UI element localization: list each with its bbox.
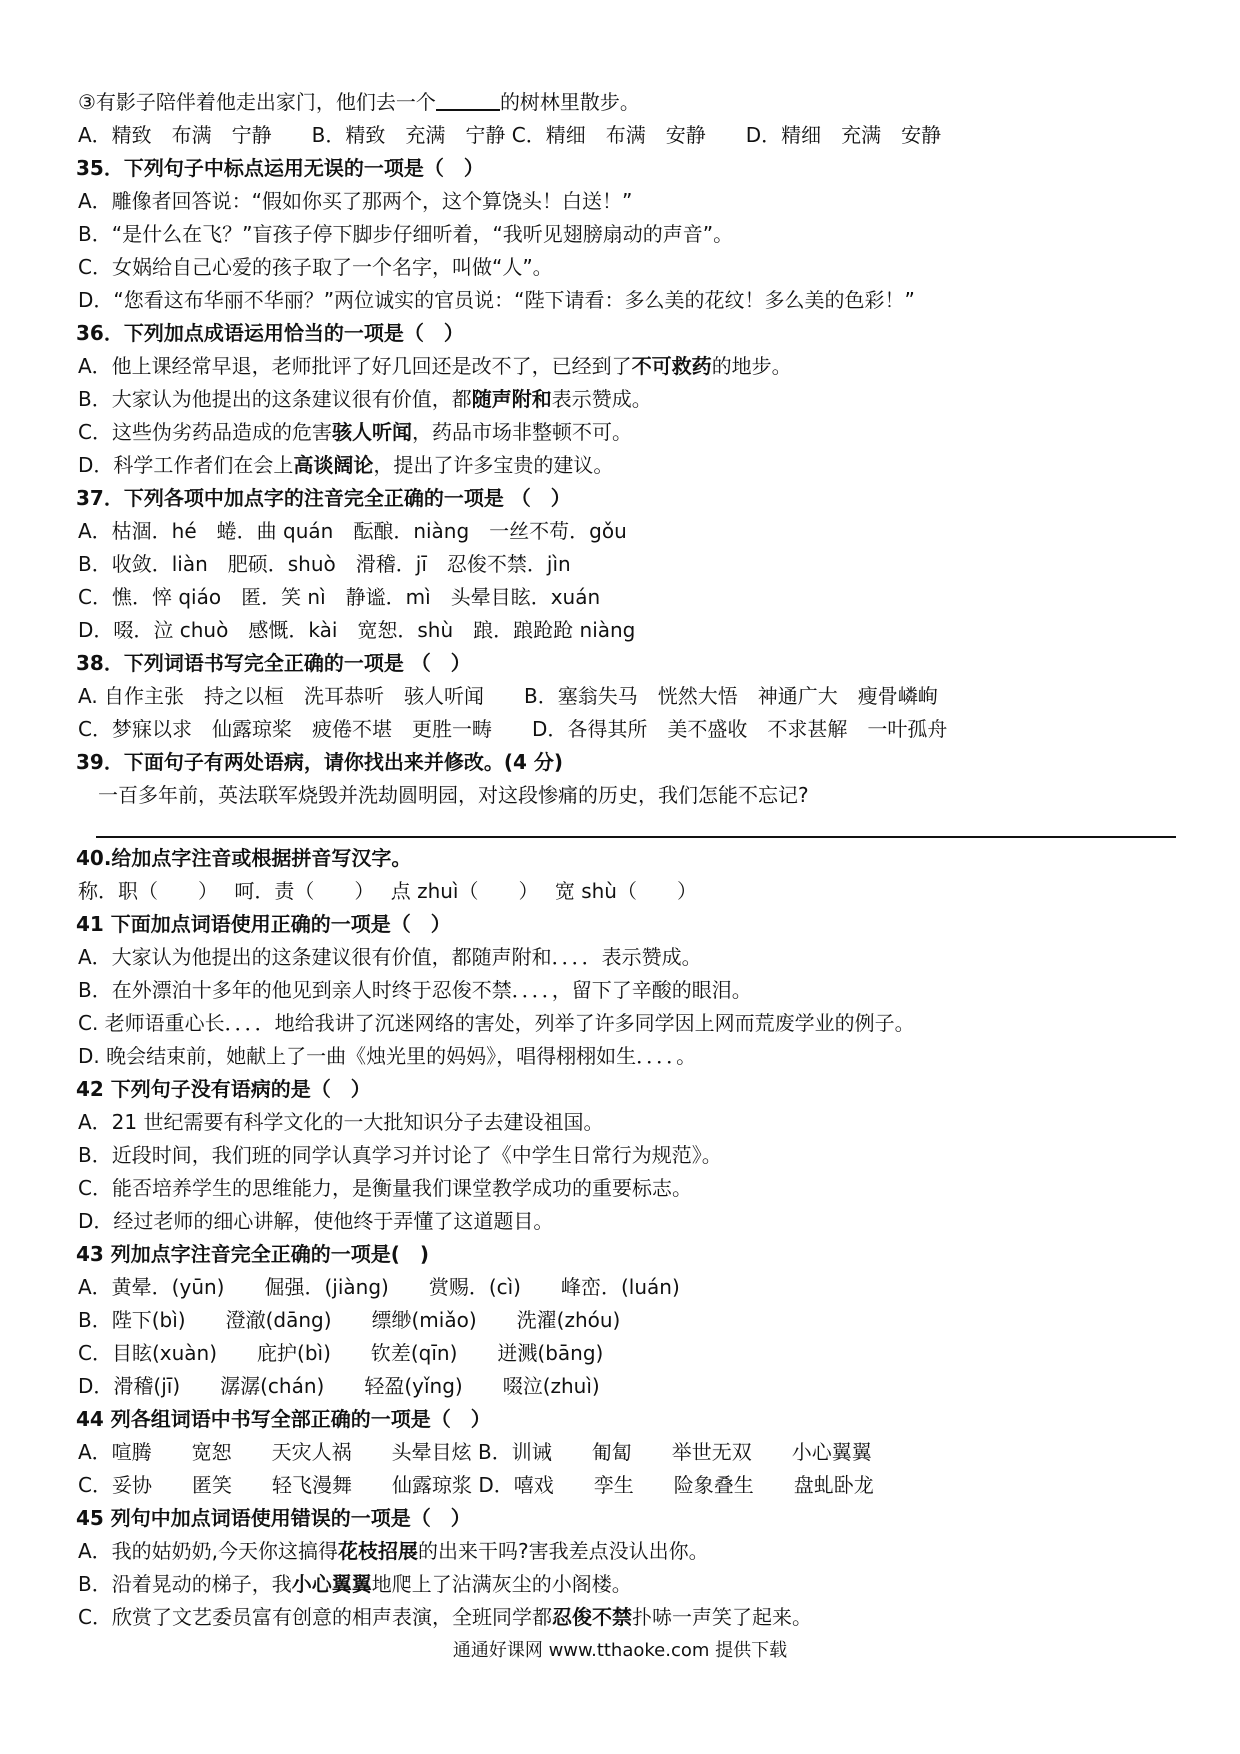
line-text: A．21 世纪需要有科学文化的一大批知识分子去建设祖国。 bbox=[78, 1110, 604, 1134]
question-heading bbox=[76, 842, 1176, 875]
line-text: C．能否培养学生的思维能力，是衡量我们课堂教学成功的重要标志。 bbox=[78, 1176, 692, 1200]
text-line bbox=[76, 581, 1176, 614]
line-text: 39．下面句子有两处语病，请你找出来并修改。(4 分) bbox=[76, 750, 563, 774]
fill-blank bbox=[436, 89, 500, 111]
line-text: C．这些伪劣药品造成的危害 bbox=[78, 420, 332, 444]
emphasized-idiom: 花枝招展 bbox=[338, 1539, 419, 1563]
text-line bbox=[76, 350, 1176, 383]
line-text: A．我的姑奶奶,今天你这搞得 bbox=[78, 1539, 339, 1563]
text-line bbox=[76, 680, 1176, 713]
text-line bbox=[76, 1535, 1176, 1568]
line-text: 41 下面加点词语使用正确的一项是（ ） bbox=[76, 912, 451, 936]
line-text-after: ，药品市场非整顿不可。 bbox=[411, 420, 632, 444]
line-text: 称．职（ ） 呵．责（ ） 点 zhuì（ ） 宽 shù（ ） bbox=[78, 879, 697, 903]
line-text: C．憔．悴 qiáo 匿．笑 nì 静谧．mì 头晕目眩．xuán bbox=[78, 585, 601, 609]
line-text: C．妥协 匿笑 轻飞漫舞 仙露琼浆 D．嘻戏 孪生 险象叠生 盘虬卧龙 bbox=[78, 1473, 874, 1497]
text-line bbox=[76, 185, 1176, 218]
line-text: D．科学工作者们在会上 bbox=[78, 453, 294, 477]
text-line bbox=[76, 1370, 1176, 1403]
line-text: A．他上课经常早退，老师批评了好几回还是改不了，已经到了 bbox=[78, 354, 632, 378]
text-line bbox=[76, 614, 1176, 647]
line-text: D．经过老师的细心讲解，使他终于弄懂了这道题目。 bbox=[78, 1209, 554, 1233]
line-text: A．雕像者回答说：“假如你买了那两个，这个算饶头！白送！” bbox=[78, 189, 633, 213]
line-text: C．女娲给自己心爱的孩子取了一个名字，叫做“人”。 bbox=[78, 255, 553, 279]
line-text: A．黄晕．(yūn) 倔强．(jiàng) 赏赐．(cì) 峰峦．(luán) bbox=[78, 1275, 680, 1299]
line-text: D．“您看这布华丽不华丽？”两位诚实的官员说：“陛下请看：多么美的花纹！多么美的色彩！” bbox=[78, 288, 915, 312]
text-line bbox=[76, 779, 1176, 812]
text-line bbox=[76, 1469, 1176, 1502]
line-text: 44 列各组词语中书写全部正确的一项是（ ） bbox=[76, 1407, 491, 1431]
line-text-after: 的地步。 bbox=[711, 354, 792, 378]
line-text: 40.给加点字注音或根据拼音写汉字。 bbox=[76, 846, 412, 870]
emphasized-idiom: 骇人听闻 bbox=[331, 420, 412, 444]
text-line bbox=[76, 1040, 1176, 1073]
text-line bbox=[76, 974, 1176, 1007]
line-text: A．大家认为他提出的这条建议很有价值，都随声附和．．．．表示赞成。 bbox=[78, 945, 702, 969]
line-text: 45 列句中加点词语使用错误的一项是（ ） bbox=[76, 1506, 471, 1530]
line-text-after: 扑哧一声笑了起来。 bbox=[631, 1605, 812, 1629]
text-line bbox=[76, 1337, 1176, 1370]
line-text: B．在外漂泊十多年的他见到亲人时终于忍俊不禁．．．．，留下了辛酸的眼泪。 bbox=[78, 978, 752, 1002]
text-line bbox=[76, 548, 1176, 581]
text-line bbox=[76, 1601, 1176, 1634]
question-heading bbox=[76, 482, 1176, 515]
question-heading bbox=[76, 1502, 1176, 1535]
line-text: D．啜．泣 chuò 感慨．kài 宽恕．shù 踉．踉跄跄 niàng bbox=[78, 618, 636, 642]
question-heading bbox=[76, 1073, 1176, 1106]
text-line bbox=[76, 1304, 1176, 1337]
text-line bbox=[76, 941, 1176, 974]
line-text: 38．下列词语书写完全正确的一项是 （ ） bbox=[76, 651, 471, 675]
line-text-after: 地爬上了沾满灰尘的小阁楼。 bbox=[371, 1572, 632, 1596]
question-heading bbox=[76, 746, 1176, 779]
text-line bbox=[76, 416, 1176, 449]
text-line bbox=[76, 86, 1176, 119]
line-text: D．滑稽(jī) 潺潺(chán) 轻盈(yǐng) 啜泣(zhuì) bbox=[78, 1374, 600, 1398]
text-line bbox=[76, 1172, 1176, 1205]
line-text: A. 自作主张 持之以桓 洗耳恭听 骇人听闻 B．塞翁失马 恍然大悟 神通广大 瘦骨嶙峋 bbox=[78, 684, 938, 708]
line-text: 35．下列句子中标点运用无误的一项是（ ） bbox=[76, 156, 484, 180]
line-text: B．收敛．liàn 肥硕．shuò 滑稽．jī 忍俊不禁．jìn bbox=[78, 552, 571, 576]
line-text: B．大家认为他提出的这条建议很有价值，都 bbox=[78, 387, 472, 411]
line-text: C. 老师语重心长．．．．地给我讲了沉迷网络的害处，列举了许多同学因上网而荒废学业的例子。 bbox=[78, 1011, 915, 1035]
question-heading bbox=[76, 1403, 1176, 1436]
emphasized-idiom: 随声附和 bbox=[471, 387, 552, 411]
line-text: C．梦寐以求 仙露琼桨 疲倦不堪 更胜一畴 D．各得其所 美不盛收 不求甚解 一叶孤舟 bbox=[78, 717, 948, 741]
text-line bbox=[76, 713, 1176, 746]
line-text: ③有影子陪伴着他走出家门，他们去一个 bbox=[78, 90, 436, 114]
exam-page bbox=[76, 86, 1176, 1634]
emphasized-idiom: 不可救药 bbox=[631, 354, 712, 378]
line-text-after: ，提出了许多宝贵的建议。 bbox=[373, 453, 614, 477]
line-text: A．精致 布满 宁静 B．精致 充满 宁静 C．精细 布满 安静 D．精细 充满 安静 bbox=[78, 123, 942, 147]
line-text: C．目眩(xuàn) 庇护(bì) 钦差(qīn) 迸溅(bāng) bbox=[78, 1341, 604, 1365]
line-text: C．欣赏了文艺委员富有创意的相声表演，全班同学都 bbox=[78, 1605, 552, 1629]
line-text: B．近段时间，我们班的同学认真学习并讨论了《中学生日常行为规范》。 bbox=[78, 1143, 722, 1167]
question-heading bbox=[76, 1238, 1176, 1271]
text-line bbox=[76, 515, 1176, 548]
line-text: B．陛下(bì) 澄澈(dāng) 缥缈(miǎo) 洗濯(zhóu) bbox=[78, 1308, 621, 1332]
emphasized-idiom: 忍俊不禁 bbox=[551, 1605, 632, 1629]
text-line bbox=[76, 1205, 1176, 1238]
line-text: B．沿着晃动的梯子，我 bbox=[78, 1572, 292, 1596]
text-line bbox=[76, 218, 1176, 251]
text-line bbox=[76, 449, 1176, 482]
line-text: 37．下列各项中加点字的注音完全正确的一项是 （ ） bbox=[76, 486, 571, 510]
text-line bbox=[76, 1568, 1176, 1601]
answer-line bbox=[76, 812, 1176, 842]
text-line bbox=[76, 1139, 1176, 1172]
question-heading bbox=[76, 152, 1176, 185]
text-line bbox=[76, 383, 1176, 416]
text-line bbox=[76, 284, 1176, 317]
emphasized-idiom: 高谈阔论 bbox=[293, 453, 374, 477]
text-line bbox=[76, 1106, 1176, 1139]
line-text-after: 的出来干吗?害我差点没认出你。 bbox=[418, 1539, 709, 1563]
question-heading bbox=[76, 908, 1176, 941]
text-line bbox=[76, 119, 1176, 152]
question-heading bbox=[76, 647, 1176, 680]
text-line bbox=[76, 1007, 1176, 1040]
footer-text: 通通好课网 www.tthaoke.com 提供下载 bbox=[452, 1640, 788, 1661]
line-text: A．喧腾 宽恕 天灾人祸 头晕目炫 B．训诫 匍匐 举世无双 小心翼翼 bbox=[78, 1440, 872, 1464]
question-heading bbox=[76, 317, 1176, 350]
line-text: 一百多年前，英法联军烧毁并洗劫圆明园，对这段惨痛的历史，我们怎能不忘记? bbox=[78, 783, 809, 807]
text-line bbox=[76, 1271, 1176, 1304]
text-line bbox=[76, 1436, 1176, 1469]
line-text: 36．下列加点成语运用恰当的一项是（ ） bbox=[76, 321, 464, 345]
text-line bbox=[76, 875, 1176, 908]
text-line bbox=[76, 251, 1176, 284]
line-text: 42 下列句子没有语病的是（ ） bbox=[76, 1077, 371, 1101]
line-text: A．枯涸．hé 蜷．曲 quán 酝酿．niàng 一丝不苟．gǒu bbox=[78, 519, 627, 543]
line-text: D. 晚会结束前，她献上了一曲《烛光里的妈妈》，唱得栩栩如生．．．．。 bbox=[78, 1044, 697, 1068]
emphasized-idiom: 小心翼翼 bbox=[291, 1572, 372, 1596]
line-text-after: 表示赞成。 bbox=[551, 387, 652, 411]
line-text: B．“是什么在飞？”盲孩子停下脚步仔细听着，“我听见翅膀扇动的声音”。 bbox=[78, 222, 734, 246]
line-text-after: 的树林里散步。 bbox=[499, 90, 640, 114]
line-text: 43 列加点字注音完全正确的一项是( ) bbox=[76, 1242, 430, 1266]
